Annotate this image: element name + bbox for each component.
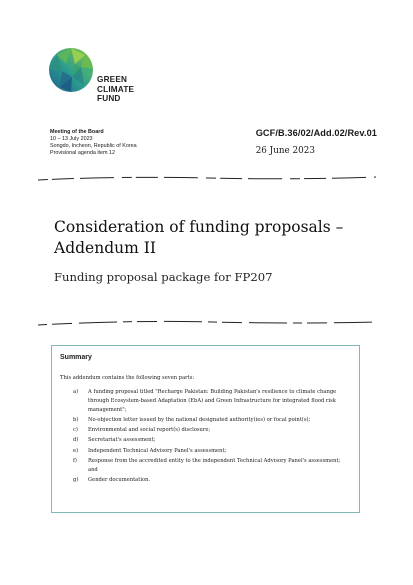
list-marker: g)	[73, 477, 79, 484]
document-title	[54, 217, 384, 259]
title-line-2: Addendum II	[54, 239, 156, 257]
list-item-text: A funding proposal titled "Recharge Pakistan: Building Pakistan's resilience to climate change through Ecosystem-based Adaptation (EbA) and Green Infrastructure for integrated flood risk management";	[88, 389, 337, 413]
list-marker: c)	[73, 427, 78, 434]
list-item-text: Gender documentation.	[88, 477, 151, 484]
title-line-1: Consideration of funding proposals –	[54, 218, 344, 236]
document-subtitle: Funding proposal package for FP207	[54, 270, 273, 284]
document-identifier	[256, 128, 377, 156]
meeting-location: Songdo, Incheon, Republic of Korea	[50, 142, 137, 149]
summary-list	[60, 388, 350, 486]
list-marker: d)	[73, 437, 79, 444]
list-item-text: Independent Technical Advisory Panel's assessment;	[88, 447, 227, 454]
list-item-text: Response from the accredited entity to the independent Technical Advisory Panel's assessment; and	[88, 458, 341, 473]
summary-intro: This addendum contains the following seven parts:	[60, 375, 195, 381]
bottom-wave-divider	[38, 318, 376, 328]
logo-line-fund: FUND	[97, 94, 121, 104]
summary-box	[51, 345, 360, 513]
logo-line-green: GREEN	[97, 75, 128, 84]
list-item-text: Environmental and social report(s) disclosure;	[88, 427, 211, 434]
meeting-dates: 10 – 13 July 2023	[50, 135, 93, 142]
list-marker: a)	[73, 389, 79, 395]
list-item-text: Secretariat's assessment;	[88, 437, 156, 444]
summary-heading: Summary	[60, 354, 92, 361]
meeting-agenda: Provisional agenda item 12	[50, 149, 116, 156]
list-item	[60, 447, 350, 456]
meeting-info	[50, 129, 137, 157]
logo-line-climate: CLIMATE	[97, 84, 135, 94]
list-item	[60, 416, 350, 425]
list-marker: f)	[73, 458, 77, 465]
list-item	[60, 476, 350, 485]
gcf-globe-icon	[48, 47, 98, 97]
list-item	[60, 426, 350, 435]
gcf-logo-wordmark	[97, 75, 134, 104]
document-date: 26 June 2023	[255, 146, 315, 156]
list-item-text: No-objection letter issued by the national designated authority(ies) or focal point(s);	[88, 416, 311, 423]
list-item	[60, 388, 350, 414]
list-item	[60, 457, 350, 475]
list-item	[60, 436, 350, 445]
top-wave-divider	[38, 174, 376, 184]
list-marker: b)	[73, 416, 79, 423]
document-code: GCF/B.36/02/Add.02/Rev.01	[255, 128, 377, 138]
meeting-title: Meeting of the Board	[50, 129, 104, 135]
list-marker: e)	[73, 447, 79, 454]
